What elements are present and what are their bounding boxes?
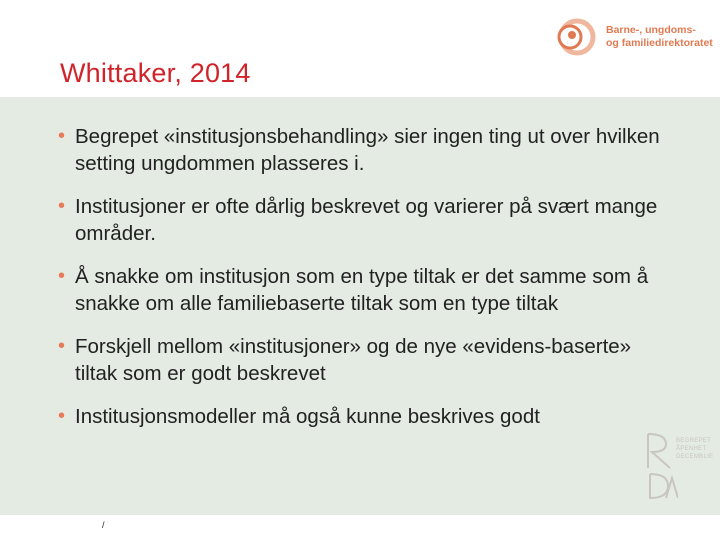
logo-text	[606, 24, 713, 50]
watermark-text	[676, 437, 713, 461]
slide-header	[0, 0, 720, 97]
footer-mark: /	[102, 520, 105, 530]
bullet-item	[58, 263, 668, 317]
bullet-item	[58, 123, 668, 177]
slide-content	[0, 97, 720, 515]
bullet-text: Institusjoner er ofte dårlig beskrevet og varierer på svært mange områder.	[75, 195, 658, 245]
bullet-item	[58, 333, 668, 387]
watermark-line: BEGREPET	[676, 438, 712, 444]
bullet-dot-icon: •	[58, 125, 66, 147]
bullet-text: Forskjell mellom «institusjoner» og de nye «evidens-baserte» tiltak som er godt beskrevet	[75, 335, 632, 385]
watermark-line: ÅPENHET	[676, 446, 707, 452]
bufdir-logo-icon	[553, 18, 601, 56]
watermark-line: DECEMBLIE	[676, 454, 714, 460]
bullet-dot-icon: •	[58, 265, 66, 287]
bullet-text: Institusjonsmodeller må også kunne beskrives godt	[75, 405, 540, 428]
bullet-item	[58, 193, 668, 247]
bullet-dot-icon: •	[58, 195, 66, 217]
bullet-list	[58, 123, 668, 446]
slide-title: Whittaker, 2014	[60, 58, 251, 88]
bullet-text: Å snakke om institusjon som en type tiltak er det samme som å snakke om alle familiebaserte tiltak som en type tiltak	[75, 265, 649, 315]
rba-watermark-icon	[644, 430, 678, 502]
bullet-text: Begrepet «institusjonsbehandling» sier ingen ting ut over hvilken setting ungdommen plasseres i.	[75, 125, 660, 175]
logo-line-2: og familiedirektoratet	[606, 37, 713, 49]
bullet-item	[58, 403, 668, 430]
bullet-dot-icon: •	[58, 335, 66, 357]
bullet-dot-icon: •	[58, 405, 66, 427]
logo-line-1: Barne-, ungdoms-	[606, 24, 696, 36]
